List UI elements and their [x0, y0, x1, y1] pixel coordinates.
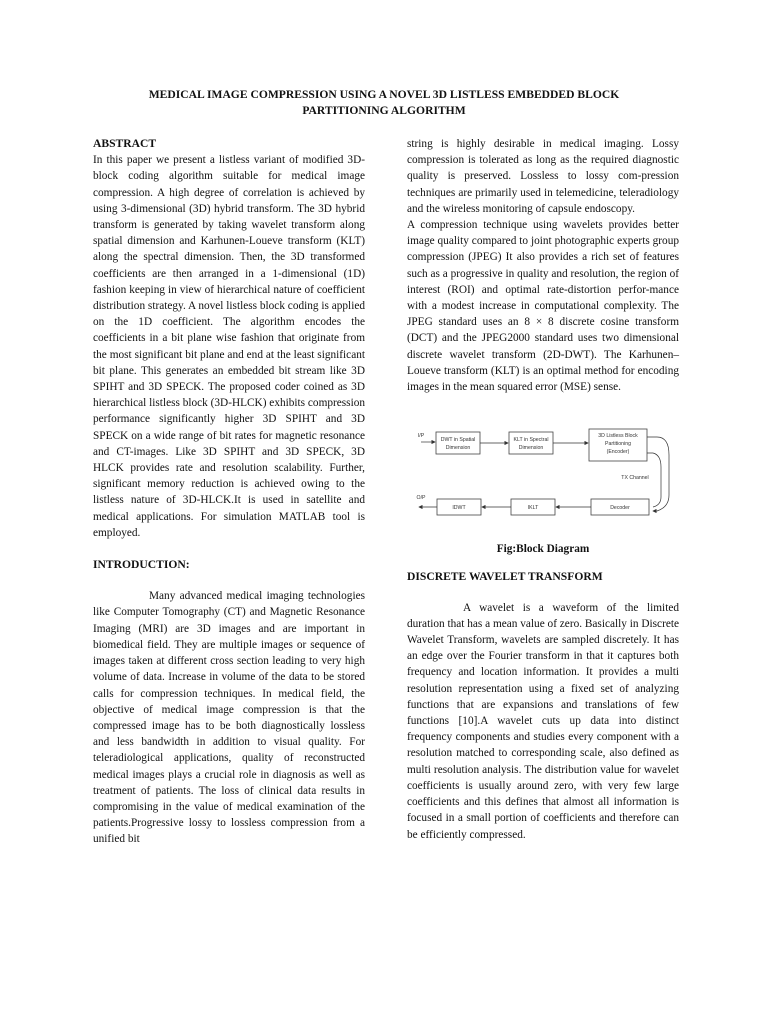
decoder-label: Decoder	[610, 505, 630, 512]
figure-caption: Fig:Block Diagram	[496, 543, 590, 556]
dwt-heading: DISCRETE WAVELET TRANSFORM	[407, 570, 603, 584]
intro-continuation: string is highly desirable in medical imaging. Lossy compression is tolerated as long as the required diagnostic quality is preserved. Lossless to lossy com-pression techniques are primarily used in telemedicine, teleradiology and the wireless monitoring of capsule endoscopy.	[407, 138, 679, 215]
encoder-line1: 3D Listless Block	[598, 433, 638, 440]
channel-path-outer	[647, 437, 669, 511]
paper-title	[80, 87, 688, 119]
right-column	[407, 136, 679, 843]
diagram-input-label: I/P	[417, 433, 425, 440]
diagram-output-label: O/P	[416, 495, 426, 502]
dwt-spatial-line2: Dimension	[445, 445, 471, 452]
klt-spectral-line2: Dimension	[518, 445, 544, 452]
klt-spectral-line1: KLT in Spectral	[513, 437, 549, 444]
wavelet-paragraph: A compression technique using wavelets provides better image quality compared to joint photographic experts group compression (JPEG) It also provides a rich set of features such as a progressive in quality and resolution, the region of interest (ROI) and optimal rate-distortion perfor-mance with a modest increase in computational complexity. The JPEG standard uses an 8 × 8 discrete cosine transform (DCT) and the JPEG2000 standard uses two dimensional discrete wavelet transform (2D-DWT). The Karhunen–Loueve transform (KLT) is an optimal method for encoding images in the mean squared error (MSE) sense.	[407, 219, 680, 394]
title-line-1: MEDICAL IMAGE COMPRESSION USING A NOVEL 3D LISTLESS EMBEDDED BLOCK	[148, 88, 620, 101]
introduction-text: Many advanced medical imaging technologies like Computer Tomography (CT) and Magnetic Resonance Imaging (MRI) are 3D images and are important in biomedical field. They are multiple images or sequence of images taken at different cross section leading to very high volume of data. Increase in volume of the data to be stored calls for compression techniques. In medical field, the objective of medical image compression is that the compressed image has to be both diagnostically lossless and less bandwidth in addition to visual quality. For teleradiological applications, quality of reconstructed medical images plays a crucial role in diagnosis as well as treatment of patients. The loss of clinical data results in compromising in the value of medical examination of the patients.Progressive lossy to lossless compression from a unified bit	[93, 590, 365, 846]
abstract-text: In this paper we present a listless variant of modified 3D- block coding algorithm suitable for medical image compression. A high degree of correlation is achieved by using 3-dimensional (3D) hybrid transform. The 3D hybrid transform is generated by taking wavelet transform along spatial dimension and Karhunen-Loueve transform (KLT) along the spectral dimension. Then, the 3D transformed coefficients are then arranged in a 1-dimensional (1D) fashion keeping in view of hierarchical nature of coefficient distribution strategy. A novel listless block coding is applied on the 1D coefficient. The algorithm encodes the coefficients in a bit plane wise fashion that originate from the most significant bit plane and end at the least significant bit plane. This generates an embedded bit stream like 3D SPIHT and 3D SPECK. The proposed coder coined as 3D hierarchical listless block (3D-HLCK) exhibits compression performance significantly higher 3D SPIHT and 3D SPECK on a wide range of bit rates for magnetic resonance and CT-images. Like 3D SPIHT and 3D SPECK, 3D HLCK provides rate and resolution scalability. Further, significant memory reduction is achieved owing to the listless nature of 3D-HLCK.It is used in satellite and medical applications. For simulation MATLAB tool is employed.	[93, 154, 366, 539]
idwt-label: IDWT	[452, 505, 466, 512]
block-diagram	[407, 415, 679, 535]
encoder-line2: Partitioning	[605, 441, 631, 448]
encoder-line3: (Encoder)	[606, 449, 630, 456]
abstract-heading: ABSTRACT	[93, 137, 157, 150]
iklt-label: IKLT	[527, 505, 539, 512]
block-diagram-svg	[407, 415, 679, 535]
title-line-2: PARTITIONING ALGORITHM	[302, 104, 466, 117]
channel-label: TX Channel	[621, 475, 649, 482]
dwt-spatial-line1: DWT in Spatial	[440, 437, 476, 444]
dwt-text: A wavelet is a waveform of the limited duration that has a mean value of zero. Basically in Discrete Wavelet Transform, wavelets are sampled discretely. It has an edge over the Fourier transform in that it captures both frequency and location information. It provides a multi resolution representation using a fixed set of analyzing functions that are expansions and translations of few functions [10].A wavelet cuts up data into distinct frequency components and studies every component with a resolution matched to corresponding scale, also defined as multi resolution analysis. The distribution value for wavelet coefficients is usually around zero, with very few large coefficients and this defines that almost all information is focused in a small portion of coefficients and therefore can be efficiently compressed.	[407, 601, 679, 841]
left-column	[93, 136, 365, 848]
introduction-heading: INTRODUCTION:	[93, 558, 190, 572]
